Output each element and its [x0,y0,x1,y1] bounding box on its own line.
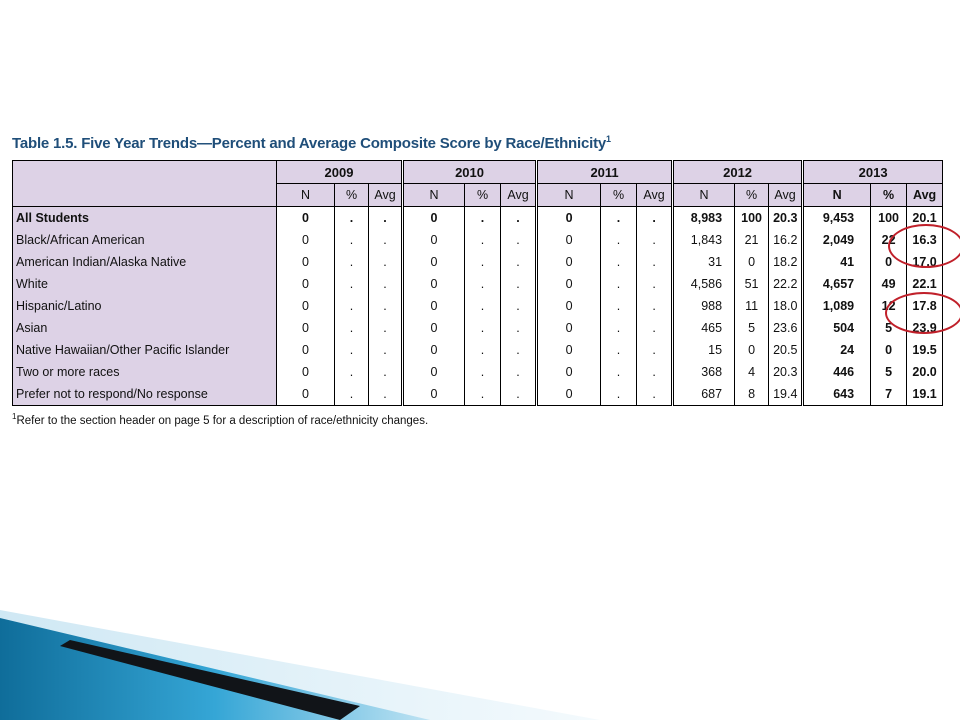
cell-2013-pct: 12 [871,295,907,317]
cell-2013-avg: 19.5 [907,339,943,361]
cell-2013-pct: 5 [871,361,907,383]
cell-2010-avg: . [501,229,537,251]
cell-2013-pct: 49 [871,273,907,295]
cell-2009-pct: . [335,229,369,251]
cell-2009-avg: . [369,339,403,361]
cell-2010-n: 0 [403,251,465,273]
cell-2011-n: 0 [537,273,601,295]
cell-2011-pct: . [601,229,637,251]
cell-2011-pct: . [601,295,637,317]
cell-2011-n: 0 [537,317,601,339]
cell-2012-pct: 100 [735,207,769,230]
cell-2009-avg: . [369,273,403,295]
subheader-pct: % [335,184,369,207]
cell-2009-pct: . [335,317,369,339]
cell-2009-pct: . [335,383,369,406]
cell-2011-n: 0 [537,383,601,406]
title-footnote-marker: 1 [606,134,611,144]
year-header-row [13,161,943,184]
cell-2011-pct: . [601,317,637,339]
cell-2011-avg: . [637,339,673,361]
cell-2009-n: 0 [277,273,335,295]
cell-2013-avg: 20.0 [907,361,943,383]
cell-2012-pct: 8 [735,383,769,406]
subheader-n: N [803,184,871,207]
footnote-text: Refer to the section header on page 5 for a description of race/ethnicity changes. [16,414,429,427]
cell-2009-pct: . [335,251,369,273]
subheader-n: N [537,184,601,207]
cell-2010-avg: . [501,339,537,361]
cell-2012-pct: 51 [735,273,769,295]
cell-2013-avg: 22.1 [907,273,943,295]
table-row [13,273,943,295]
cell-2009-n: 0 [277,229,335,251]
table-title [12,134,611,152]
cell-2011-avg: . [637,383,673,406]
cell-2013-pct: 22 [871,229,907,251]
cell-2011-n: 0 [537,251,601,273]
cell-2013-avg: 23.9 [907,317,943,339]
cell-2011-avg: . [637,229,673,251]
slide-corner-decoration [0,580,960,720]
cell-2011-avg: . [637,295,673,317]
footnote-marker: 1 [12,412,17,421]
cell-2013-n: 504 [803,317,871,339]
table-row [13,251,943,273]
cell-2010-avg: . [501,361,537,383]
cell-2013-n: 9,453 [803,207,871,230]
row-label: Prefer not to respond/No response [13,383,277,406]
cell-2012-pct: 5 [735,317,769,339]
cell-2012-avg: 16.2 [769,229,803,251]
year-header-2011: 2011 [537,161,673,184]
cell-2011-n: 0 [537,339,601,361]
cell-2011-avg: . [637,317,673,339]
cell-2012-n: 1,843 [673,229,735,251]
subheader-pct: % [601,184,637,207]
row-label: Hispanic/Latino [13,295,277,317]
subheader-pct: % [871,184,907,207]
cell-2009-n: 0 [277,361,335,383]
cell-2010-n: 0 [403,207,465,230]
cell-2013-avg: 16.3 [907,229,943,251]
table-row [13,207,943,230]
cell-2011-avg: . [637,361,673,383]
cell-2009-n: 0 [277,251,335,273]
cell-2012-n: 687 [673,383,735,406]
cell-2011-n: 0 [537,295,601,317]
subheader-avg: Avg [769,184,803,207]
cell-2009-avg: . [369,361,403,383]
table-row [13,295,943,317]
subheader-n: N [277,184,335,207]
cell-2012-n: 4,586 [673,273,735,295]
cell-2012-avg: 18.2 [769,251,803,273]
row-label: Two or more races [13,361,277,383]
cell-2010-pct: . [465,273,501,295]
cell-2013-pct: 100 [871,207,907,230]
cell-2013-avg: 17.8 [907,295,943,317]
cell-2010-n: 0 [403,273,465,295]
cell-2010-avg: . [501,295,537,317]
footnote [12,412,428,427]
cell-2009-avg: . [369,251,403,273]
year-header-2009: 2009 [277,161,403,184]
row-label: Black/African American [13,229,277,251]
cell-2012-n: 465 [673,317,735,339]
cell-2013-n: 446 [803,361,871,383]
cell-2010-pct: . [465,229,501,251]
table-title-text: Table 1.5. Five Year Trends—Percent and Average Composite Score by Race/Ethnicity [12,135,607,152]
cell-2010-pct: . [465,295,501,317]
cell-2013-pct: 0 [871,251,907,273]
cell-2011-n: 0 [537,207,601,230]
row-label: White [13,273,277,295]
cell-2009-n: 0 [277,207,335,230]
cell-2012-avg: 18.0 [769,295,803,317]
cell-2012-pct: 0 [735,339,769,361]
cell-2010-n: 0 [403,229,465,251]
cell-2012-pct: 11 [735,295,769,317]
subheader-n: N [403,184,465,207]
table-row [13,361,943,383]
cell-2010-pct: . [465,207,501,230]
row-label: All Students [13,207,277,230]
cell-2010-n: 0 [403,317,465,339]
cell-2013-pct: 5 [871,317,907,339]
row-label: Native Hawaiian/Other Pacific Islander [13,339,277,361]
cell-2012-n: 8,983 [673,207,735,230]
table-row [13,339,943,361]
cell-2012-pct: 0 [735,251,769,273]
cell-2012-avg: 23.6 [769,317,803,339]
cell-2013-n: 41 [803,251,871,273]
cell-2010-pct: . [465,251,501,273]
cell-2012-pct: 4 [735,361,769,383]
cell-2012-pct: 21 [735,229,769,251]
cell-2011-avg: . [637,273,673,295]
cell-2012-avg: 20.3 [769,361,803,383]
cell-2013-pct: 0 [871,339,907,361]
subheader-pct: % [735,184,769,207]
cell-2010-pct: . [465,361,501,383]
trend-table [12,160,943,406]
cell-2009-pct: . [335,207,369,230]
cell-2012-avg: 20.3 [769,207,803,230]
cell-2009-n: 0 [277,383,335,406]
cell-2011-pct: . [601,207,637,230]
cell-2009-avg: . [369,317,403,339]
subheader-n: N [673,184,735,207]
cell-2009-avg: . [369,295,403,317]
cell-2009-pct: . [335,361,369,383]
subheader-pct: % [465,184,501,207]
cell-2009-avg: . [369,229,403,251]
header-corner [13,161,277,207]
cell-2010-avg: . [501,317,537,339]
cell-2010-avg: . [501,251,537,273]
cell-2010-avg: . [501,383,537,406]
cell-2012-avg: 20.5 [769,339,803,361]
cell-2012-n: 31 [673,251,735,273]
cell-2012-n: 15 [673,339,735,361]
cell-2011-pct: . [601,273,637,295]
row-label: Asian [13,317,277,339]
cell-2010-pct: . [465,317,501,339]
cell-2010-n: 0 [403,339,465,361]
cell-2013-n: 1,089 [803,295,871,317]
cell-2009-pct: . [335,339,369,361]
cell-2009-n: 0 [277,339,335,361]
table-row [13,317,943,339]
cell-2013-pct: 7 [871,383,907,406]
cell-2010-avg: . [501,273,537,295]
cell-2011-avg: . [637,251,673,273]
subheader-avg: Avg [637,184,673,207]
cell-2010-pct: . [465,383,501,406]
cell-2011-pct: . [601,339,637,361]
trend-table-container [12,160,942,406]
table-row [13,383,943,406]
cell-2009-pct: . [335,295,369,317]
year-header-2013: 2013 [803,161,943,184]
cell-2009-avg: . [369,207,403,230]
cell-2009-avg: . [369,383,403,406]
cell-2011-n: 0 [537,229,601,251]
year-header-2012: 2012 [673,161,803,184]
cell-2011-avg: . [637,207,673,230]
cell-2010-n: 0 [403,361,465,383]
table-row [13,229,943,251]
table-body [13,207,943,406]
cell-2012-n: 368 [673,361,735,383]
cell-2010-n: 0 [403,383,465,406]
cell-2013-avg: 17.0 [907,251,943,273]
cell-2013-n: 643 [803,383,871,406]
cell-2011-pct: . [601,361,637,383]
cell-2013-n: 24 [803,339,871,361]
cell-2012-avg: 22.2 [769,273,803,295]
subheader-avg: Avg [907,184,943,207]
cell-2010-pct: . [465,339,501,361]
cell-2013-n: 2,049 [803,229,871,251]
cell-2009-n: 0 [277,317,335,339]
subheader-avg: Avg [501,184,537,207]
cell-2013-n: 4,657 [803,273,871,295]
cell-2012-avg: 19.4 [769,383,803,406]
cell-2011-pct: . [601,251,637,273]
cell-2010-avg: . [501,207,537,230]
year-header-2010: 2010 [403,161,537,184]
cell-2009-n: 0 [277,295,335,317]
cell-2011-n: 0 [537,361,601,383]
cell-2009-pct: . [335,273,369,295]
cell-2010-n: 0 [403,295,465,317]
subheader-avg: Avg [369,184,403,207]
cell-2011-pct: . [601,383,637,406]
row-label: American Indian/Alaska Native [13,251,277,273]
cell-2013-avg: 19.1 [907,383,943,406]
cell-2013-avg: 20.1 [907,207,943,230]
cell-2012-n: 988 [673,295,735,317]
